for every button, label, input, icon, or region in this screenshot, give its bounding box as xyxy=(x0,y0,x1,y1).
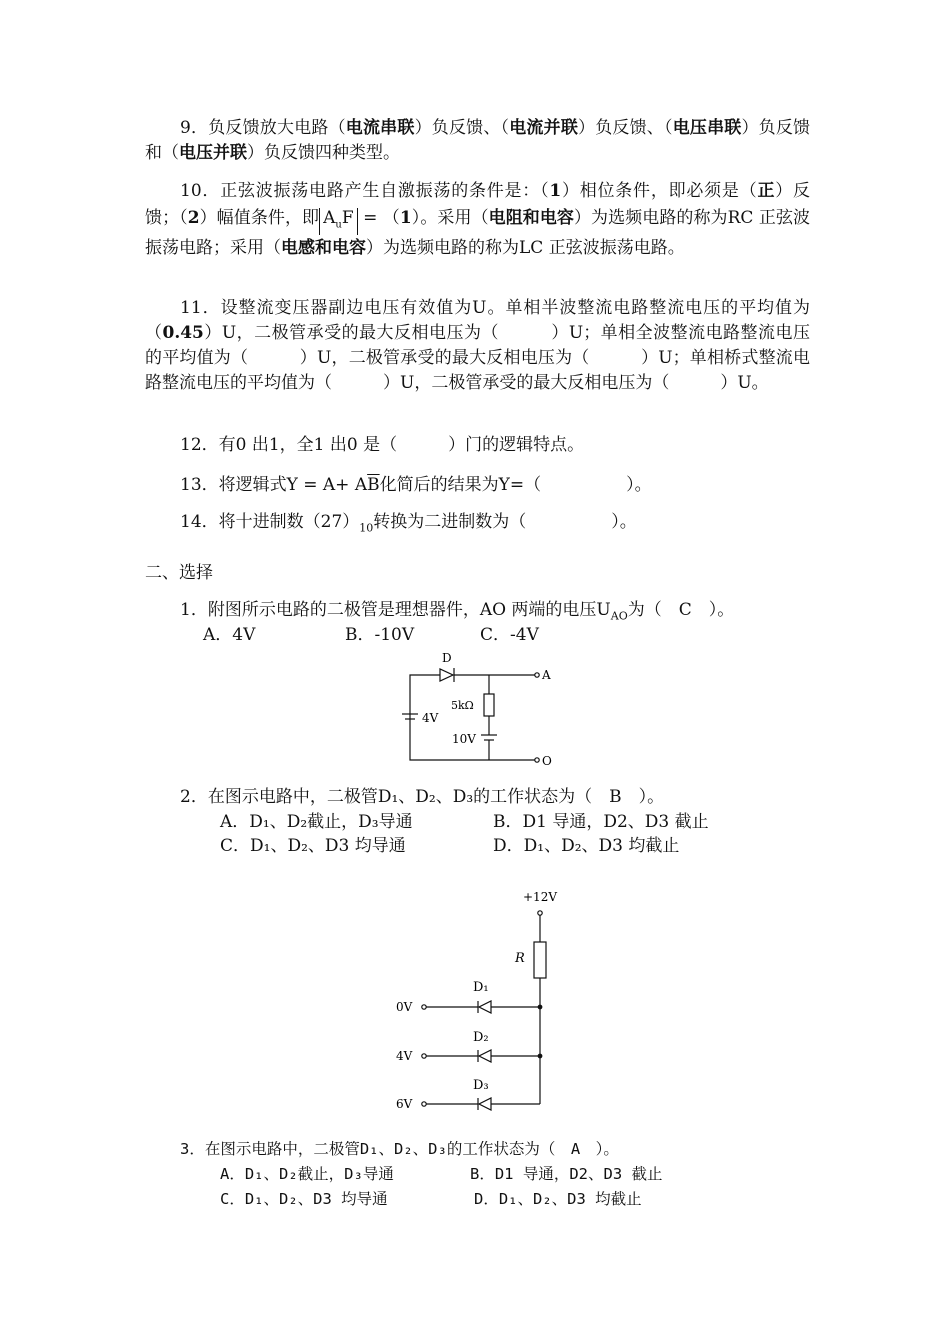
base-subscript: 10 xyxy=(359,521,374,535)
diode-d1-label: D₁ xyxy=(473,980,489,995)
option-c: C．D₁、D₂、D3 均导通 xyxy=(220,836,406,856)
choice-question-2: 2．在图示电路中，二极管D₁、D₂、D₃的工作状态为（ B ）。 xyxy=(180,787,665,807)
question-text: 1．附图所示电路的二极管是理想器件，AO 两端的电压U xyxy=(180,600,611,620)
question-text: ）负反馈和（ xyxy=(145,118,811,163)
question-10 xyxy=(145,178,810,262)
source-4v-label: 4V xyxy=(422,711,439,725)
negated-variable: $\overline{B}$ xyxy=(367,475,380,495)
question-text: ）为选频电路的称为RC 正弦波振荡电路；采用（ xyxy=(145,208,811,259)
question-13 xyxy=(180,473,652,497)
answer: 正 xyxy=(757,181,776,201)
diode-d2-label: D₂ xyxy=(473,1030,489,1045)
question-text: 正弦波振荡电路产生自激振荡的条件是：（ xyxy=(220,181,550,201)
answer: 电压并联 xyxy=(179,143,247,163)
question-number: 9． xyxy=(180,118,209,138)
question-11 xyxy=(145,296,810,396)
option-c: C．D₁、D₂、D3 均导通 xyxy=(220,1190,388,1208)
circuit-diagram-2 xyxy=(380,880,570,1115)
resistor-label: R xyxy=(515,951,525,966)
answer: 1 xyxy=(549,181,562,201)
option-a: A．4V xyxy=(203,625,256,645)
question-text: 为（ C ）。 xyxy=(627,600,735,620)
formula-a: A xyxy=(323,208,336,228)
resistor-label: 5kΩ xyxy=(451,699,474,712)
option-a: A．D₁、D₂截止，D₃导通 xyxy=(220,1165,394,1183)
question-text: ）负反馈四种类型。 xyxy=(247,143,400,163)
question-text: 13．将逻辑式Y = A+ A xyxy=(180,475,368,495)
diode-label: D xyxy=(442,651,452,665)
answer: 2 xyxy=(187,208,200,228)
question-14 xyxy=(180,510,637,540)
input-6v-label: 6V xyxy=(396,1097,413,1111)
answer: 1 xyxy=(399,208,412,228)
question-12: 12．有0 出1，全1 出0 是（ ）门的逻辑特点。 xyxy=(180,435,585,455)
option-c: C．-4V xyxy=(480,625,539,645)
option-a: A．D₁、D₂截止，D₃导通 xyxy=(220,812,413,832)
question-text: ）负反馈、（ xyxy=(578,118,673,138)
input-4v-label: 4V xyxy=(396,1049,413,1063)
question-text: ）负反馈、（ xyxy=(414,118,510,138)
question-text: ）U，二极管承受的最大反相电压为（ ）U；单相全波整流电路整流电压的平均值为（ ）U，二极管承受的最大反相电压为（ ）U；单相桥式整流电路整流电压的平均值为（ ）U，二极管承受的最大反相电压为（ ）U。 xyxy=(145,323,810,393)
voltage-subscript: AO xyxy=(610,609,628,623)
question-text: 设整流变压器副边电压有效值为U。单相半波整流电路整流电压的平均值为（ xyxy=(145,298,810,343)
question-text: ）反馈；（ xyxy=(145,181,811,228)
question-text: ）幅值条件，即 xyxy=(199,208,320,228)
question-text: ）为选频电路的称为LC 正弦波振荡电路。 xyxy=(366,238,685,259)
question-text: = （ xyxy=(357,208,400,228)
option-d: D．D₁、D₂、D3 均截止 xyxy=(493,836,680,856)
question-number: 11． xyxy=(180,298,221,318)
loop-gain-formula xyxy=(319,208,358,235)
option-d: D．D₁、D₂、D3 均截止 xyxy=(474,1190,642,1208)
circuit-diagram-1 xyxy=(395,648,555,773)
formula-f: F xyxy=(341,208,354,228)
terminal-o-label: O xyxy=(542,754,552,768)
source-10v-label: 10V xyxy=(452,732,476,746)
question-number: 10． xyxy=(180,181,221,201)
choice-question-3: 3．在图示电路中，二极管D₁、D₂、D₃的工作状态为（ A ）。 xyxy=(180,1140,619,1158)
question-text: ）相位条件，即必须是（ xyxy=(561,181,758,201)
answer: 电流并联 xyxy=(509,118,579,138)
answer: 电压串联 xyxy=(672,118,742,138)
option-b: B．D1 导通，D2、D3 截止 xyxy=(470,1165,663,1183)
question-text: ）。采用（ xyxy=(411,208,489,228)
question-text: 14．将十进制数（27） xyxy=(180,512,360,532)
question-text: 转换为二进制数为（ ）。 xyxy=(373,512,637,532)
formula-subscript: u xyxy=(335,219,342,231)
choice-question-1 xyxy=(180,598,734,628)
section-title: 二、选择 xyxy=(145,563,213,583)
supply-label: +12V xyxy=(523,890,557,904)
option-b: B．-10V xyxy=(345,625,415,645)
answer: 电阻和电容 xyxy=(488,208,574,228)
question-text: 负反馈放大电路（ xyxy=(208,118,346,138)
question-text: 化简后的结果为Y=（ ）。 xyxy=(379,475,652,495)
answer: 电感和电容 xyxy=(281,238,366,259)
input-0v-label: 0V xyxy=(396,1000,413,1014)
option-b: B．D1 导通，D2、D3 截止 xyxy=(493,812,709,832)
diode-d3-label: D₃ xyxy=(473,1078,489,1093)
answer: 电流串联 xyxy=(345,118,415,138)
question-9 xyxy=(145,116,810,166)
answer: 0.45 xyxy=(162,323,204,343)
terminal-a-label: A xyxy=(542,668,551,682)
